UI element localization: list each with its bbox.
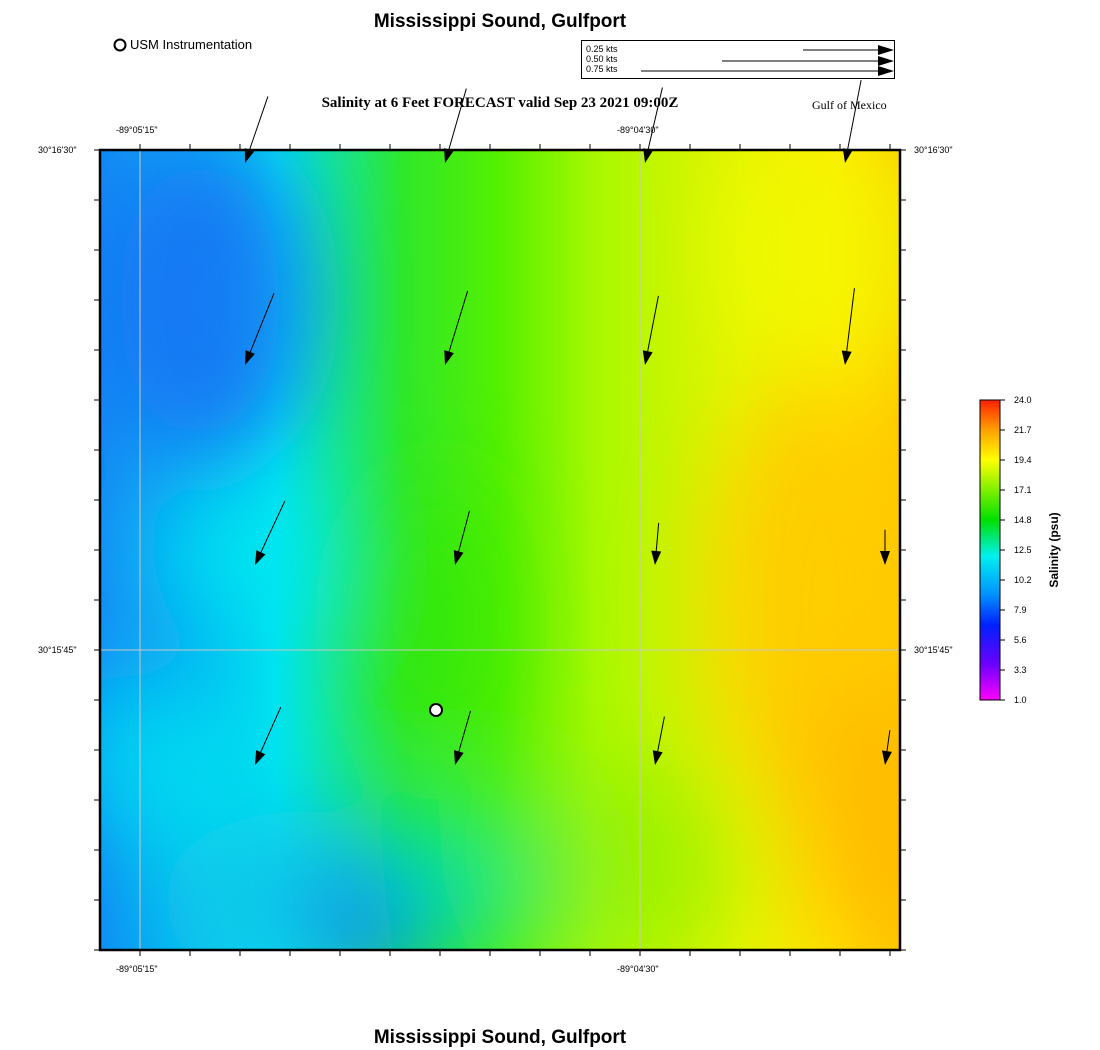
region-label: Gulf of Mexico [812, 98, 887, 112]
colorbar [980, 395, 1061, 705]
vector-scale-label-2: 0.50 kts [586, 54, 618, 64]
colorbar-tick-label: 1.0 [1014, 695, 1027, 705]
station-legend-label: USM Instrumentation [130, 37, 253, 52]
colorbar-tick-label: 10.2 [1014, 575, 1032, 585]
colorbar-tick-label: 21.7 [1014, 425, 1032, 435]
vector-scale-label-1: 0.25 kts [586, 44, 618, 54]
lat-tick-left-1: 30°16'30" [38, 145, 77, 155]
page-title: Mississippi Sound, Gulfport [373, 11, 627, 32]
lon-tick-top-2: -89°04'30" [617, 125, 659, 135]
lat-tick-left-2: 30°15'45" [38, 645, 77, 655]
colorbar-tick-label: 12.5 [1014, 545, 1032, 555]
colorbar-gradient [980, 400, 1000, 700]
salinity-field [60, 130, 960, 990]
colorbar-tick-label: 14.8 [1014, 515, 1032, 525]
colorbar-title: Salinity (psu) [1047, 512, 1062, 588]
usm-instrumentation-marker[interactable] [430, 704, 442, 716]
map-subtitle: Salinity at 6 Feet FORECAST valid Sep 23 2021 09:00Z [321, 95, 679, 111]
colorbar-ticks [1000, 395, 1032, 705]
footer-title: Mississippi Sound, Gulfport [373, 1027, 627, 1048]
lon-tick-bottom-1: -89°05'15" [116, 964, 158, 974]
colorbar-tick-label: 24.0 [1014, 395, 1032, 405]
colorbar-tick-label: 3.3 [1014, 665, 1027, 675]
colorbar-tick-label: 17.1 [1014, 485, 1032, 495]
lon-tick-top-1: -89°05'15" [116, 125, 158, 135]
colorbar-tick-label: 19.4 [1014, 455, 1032, 465]
lon-tick-bottom-2: -89°04'30" [617, 964, 659, 974]
lat-tick-right-2: 30°15'45" [914, 645, 953, 655]
lat-tick-right-1: 30°16'30" [914, 145, 953, 155]
vector-scale-label-3: 0.75 kts [586, 64, 618, 74]
colorbar-tick-label: 7.9 [1014, 605, 1027, 615]
colorbar-tick-label: 5.6 [1014, 635, 1027, 645]
